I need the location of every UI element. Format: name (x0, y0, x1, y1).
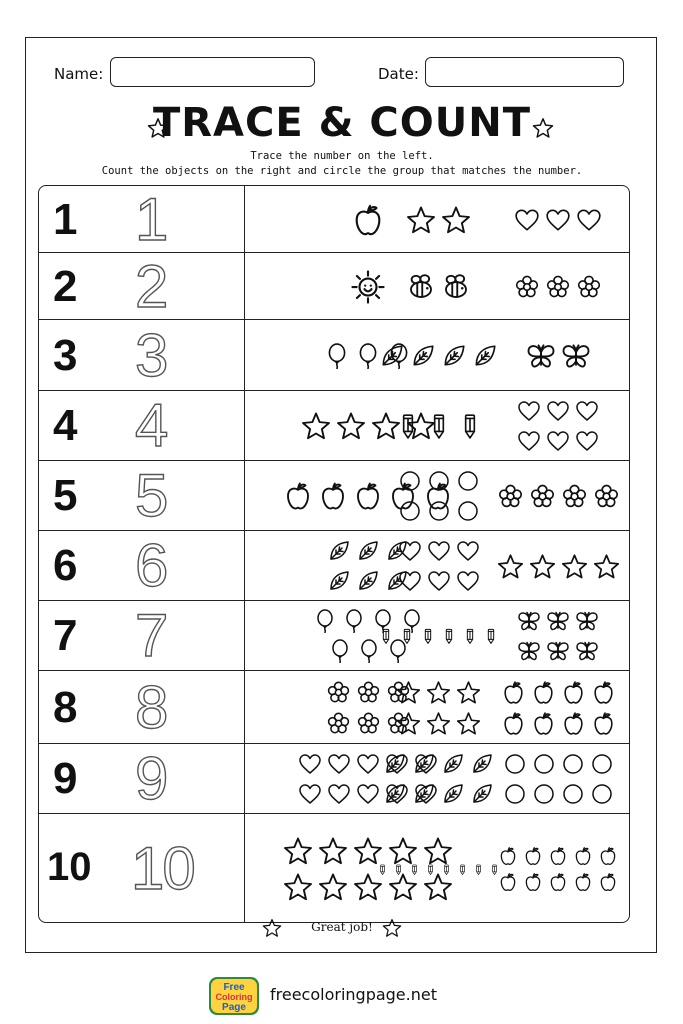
sun-icon (351, 270, 385, 304)
heart-icon (356, 782, 380, 806)
leaf-icon (441, 752, 465, 776)
heart-icon (427, 539, 451, 563)
object-group[interactable] (406, 205, 471, 235)
leaf-icon (356, 569, 380, 593)
leaf-icon (356, 539, 380, 563)
apple-icon (501, 711, 526, 736)
pencil-icon (425, 864, 436, 875)
circle-icon (503, 782, 527, 806)
star-icon (406, 205, 436, 235)
flower-icon (356, 711, 381, 736)
object-group[interactable] (406, 272, 471, 302)
circle-icon (427, 469, 451, 493)
row-number: 1 (53, 195, 78, 244)
svg-text:Coloring: Coloring (215, 992, 253, 1002)
object-group[interactable] (396, 680, 481, 736)
trace-number[interactable]: 10 (131, 835, 194, 902)
balloon-icon (342, 609, 366, 633)
star-icon (283, 872, 313, 902)
trace-number[interactable]: 9 (135, 745, 167, 812)
count-row (39, 461, 629, 531)
trace-number[interactable]: 7 (135, 602, 167, 669)
pencil-icon (420, 628, 436, 644)
star-icon (336, 411, 366, 441)
circle-icon (590, 782, 614, 806)
count-row (39, 601, 629, 671)
instruction-line-2: Count the objects on the right and circle the group that matches the number. (101, 165, 583, 177)
flower-icon (514, 274, 540, 300)
star-icon (353, 872, 383, 902)
bee-icon (406, 272, 436, 302)
apple-icon (561, 711, 586, 736)
row-number: 9 (53, 754, 78, 803)
star-icon (456, 680, 481, 705)
count-row (39, 814, 629, 923)
star-icon (283, 836, 313, 866)
flower-icon (529, 483, 556, 510)
flower-icon (593, 483, 620, 510)
heart-icon (575, 399, 599, 423)
trace-number[interactable]: 4 (135, 392, 167, 459)
butterfly-icon (517, 639, 541, 663)
heart-icon (456, 539, 480, 563)
star-icon (497, 553, 524, 580)
footer-message: Great job! (311, 920, 373, 934)
count-row (39, 253, 629, 320)
apple-icon (591, 680, 616, 705)
butterfly-icon (526, 341, 556, 371)
apple-icon (573, 872, 593, 892)
heart-icon (456, 569, 480, 593)
flower-icon (326, 680, 351, 705)
circle-icon (561, 782, 585, 806)
worksheet-title: TRACE & COUNT (152, 100, 532, 146)
pencil-icon (409, 864, 420, 875)
flower-icon (576, 274, 602, 300)
flower-icon (326, 711, 351, 736)
star-icon (593, 553, 620, 580)
leaf-icon (327, 539, 351, 563)
leaf-icon (470, 782, 494, 806)
apple-icon (351, 203, 385, 237)
object-group[interactable] (377, 864, 500, 875)
object-group[interactable] (327, 539, 409, 593)
heart-icon (327, 782, 351, 806)
date-label: Date: (378, 65, 419, 83)
apple-icon (531, 680, 556, 705)
leaf-icon (383, 752, 407, 776)
pencil-icon (483, 628, 499, 644)
object-group[interactable] (398, 469, 480, 523)
object-group[interactable] (395, 413, 483, 439)
pencil-icon (377, 864, 388, 875)
count-row (39, 531, 629, 601)
circle-icon (398, 469, 422, 493)
pencil-icon (457, 864, 468, 875)
circle-icon (503, 752, 527, 776)
leaf-icon (383, 782, 407, 806)
star-icon (388, 836, 418, 866)
circle-icon (427, 499, 451, 523)
apple-icon (523, 846, 543, 866)
leaf-icon (327, 569, 351, 593)
star-icon (318, 872, 348, 902)
heart-icon (517, 399, 541, 423)
object-group[interactable] (526, 341, 591, 371)
trace-number[interactable]: 1 (135, 186, 167, 253)
butterfly-icon (517, 609, 541, 633)
heart-icon (327, 752, 351, 776)
heart-icon (298, 782, 322, 806)
star-icon (426, 711, 451, 736)
heart-icon (546, 399, 570, 423)
object-group[interactable] (514, 274, 602, 300)
flower-icon (356, 680, 381, 705)
apple-icon (498, 846, 518, 866)
pencil-icon (473, 864, 484, 875)
row-number: 6 (53, 541, 78, 590)
heart-icon (576, 207, 602, 233)
star-icon (423, 836, 453, 866)
apple-icon (501, 680, 526, 705)
date-field[interactable] (425, 57, 624, 87)
balloon-icon (313, 609, 337, 633)
star-icon (388, 872, 418, 902)
apple-icon (573, 846, 593, 866)
object-group[interactable] (503, 752, 614, 806)
pencil-icon (399, 628, 415, 644)
apple-icon (548, 872, 568, 892)
pencil-icon (441, 864, 452, 875)
circle-icon (561, 752, 585, 776)
circle-icon (398, 499, 422, 523)
row-number: 3 (53, 331, 78, 380)
object-group[interactable] (378, 628, 499, 644)
site-logo[interactable] (207, 974, 263, 1018)
heart-icon (545, 207, 571, 233)
row-number: 10 (47, 845, 92, 889)
heart-icon (427, 569, 451, 593)
leaf-icon (472, 343, 498, 369)
pencil-icon (441, 628, 457, 644)
heart-icon (298, 752, 322, 776)
balloon-icon (355, 343, 381, 369)
leaf-icon (441, 782, 465, 806)
star-icon (529, 553, 556, 580)
apple-icon (318, 481, 348, 511)
count-row (39, 744, 629, 814)
star-icon (561, 553, 588, 580)
apple-icon (498, 872, 518, 892)
object-group[interactable] (514, 207, 602, 233)
pencil-icon (395, 413, 421, 439)
object-group[interactable] (501, 680, 616, 736)
apple-icon (523, 872, 543, 892)
apple-icon (598, 872, 618, 892)
apple-icon (598, 846, 618, 866)
svg-text:Free: Free (223, 982, 245, 993)
heart-icon (546, 429, 570, 453)
count-row (39, 320, 629, 391)
heart-icon (398, 569, 422, 593)
butterfly-icon (546, 639, 570, 663)
object-group[interactable] (379, 343, 498, 369)
apple-icon (561, 680, 586, 705)
apple-icon (591, 711, 616, 736)
heart-icon (575, 429, 599, 453)
flower-icon (561, 483, 588, 510)
pencil-icon (393, 864, 404, 875)
balloon-icon (357, 639, 381, 663)
row-number: 5 (53, 471, 78, 520)
object-group[interactable] (351, 203, 385, 237)
instruction-line-1: Trace the number on the left. (250, 150, 434, 162)
row-number: 2 (53, 262, 78, 311)
leaf-icon (441, 343, 467, 369)
star-icon (318, 836, 348, 866)
butterfly-icon (575, 639, 599, 663)
apple-icon (531, 711, 556, 736)
pencil-icon (426, 413, 452, 439)
apple-icon (283, 481, 313, 511)
leaf-icon (470, 752, 494, 776)
heart-icon (514, 207, 540, 233)
leaf-icon (410, 343, 436, 369)
heart-icon (517, 429, 541, 453)
trace-number[interactable]: 8 (135, 674, 167, 741)
circle-icon (532, 752, 556, 776)
pencil-icon (462, 628, 478, 644)
count-row (39, 391, 629, 461)
count-row (39, 671, 629, 744)
star-icon (423, 872, 453, 902)
flower-icon (497, 483, 524, 510)
butterfly-icon (561, 341, 591, 371)
star-icon (353, 836, 383, 866)
star-icon (441, 205, 471, 235)
star-icon (396, 711, 421, 736)
object-group[interactable] (498, 846, 618, 892)
circle-icon (590, 752, 614, 776)
apple-icon (548, 846, 568, 866)
row-number: 7 (53, 611, 78, 660)
leaf-icon (412, 782, 436, 806)
circle-icon (456, 469, 480, 493)
pencil-icon (378, 628, 394, 644)
name-field[interactable] (110, 57, 315, 87)
footer-star-right-icon (382, 918, 402, 938)
site-url[interactable]: freecoloringpage.net (270, 985, 437, 1004)
trace-number[interactable]: 6 (135, 532, 167, 599)
object-group[interactable] (517, 399, 599, 453)
trace-number[interactable]: 3 (135, 322, 167, 389)
circle-icon (532, 782, 556, 806)
butterfly-icon (546, 609, 570, 633)
heart-icon (356, 752, 380, 776)
flower-icon (545, 274, 571, 300)
count-grid (38, 185, 630, 923)
trace-number[interactable]: 2 (135, 253, 167, 320)
object-group[interactable] (351, 270, 385, 304)
worksheet (25, 37, 657, 953)
circle-icon (456, 499, 480, 523)
leaf-icon (379, 343, 405, 369)
leaf-icon (412, 752, 436, 776)
trace-number[interactable]: 5 (135, 462, 167, 529)
title-star-right-icon (532, 117, 554, 139)
object-group[interactable] (497, 553, 620, 580)
balloon-icon (328, 639, 352, 663)
star-icon (396, 680, 421, 705)
object-group[interactable] (497, 483, 620, 510)
object-group[interactable] (517, 609, 599, 663)
star-icon (301, 411, 331, 441)
count-row (39, 186, 629, 253)
svg-text:Page: Page (222, 1002, 246, 1013)
row-number: 4 (53, 401, 78, 450)
row-number: 8 (53, 683, 78, 732)
object-group[interactable] (383, 752, 494, 806)
apple-icon (353, 481, 383, 511)
object-group[interactable] (398, 539, 480, 593)
heart-icon (398, 539, 422, 563)
star-icon (456, 711, 481, 736)
bee-icon (441, 272, 471, 302)
butterfly-icon (575, 609, 599, 633)
star-icon (426, 680, 451, 705)
balloon-icon (324, 343, 350, 369)
pencil-icon (457, 413, 483, 439)
name-label: Name: (54, 65, 104, 83)
